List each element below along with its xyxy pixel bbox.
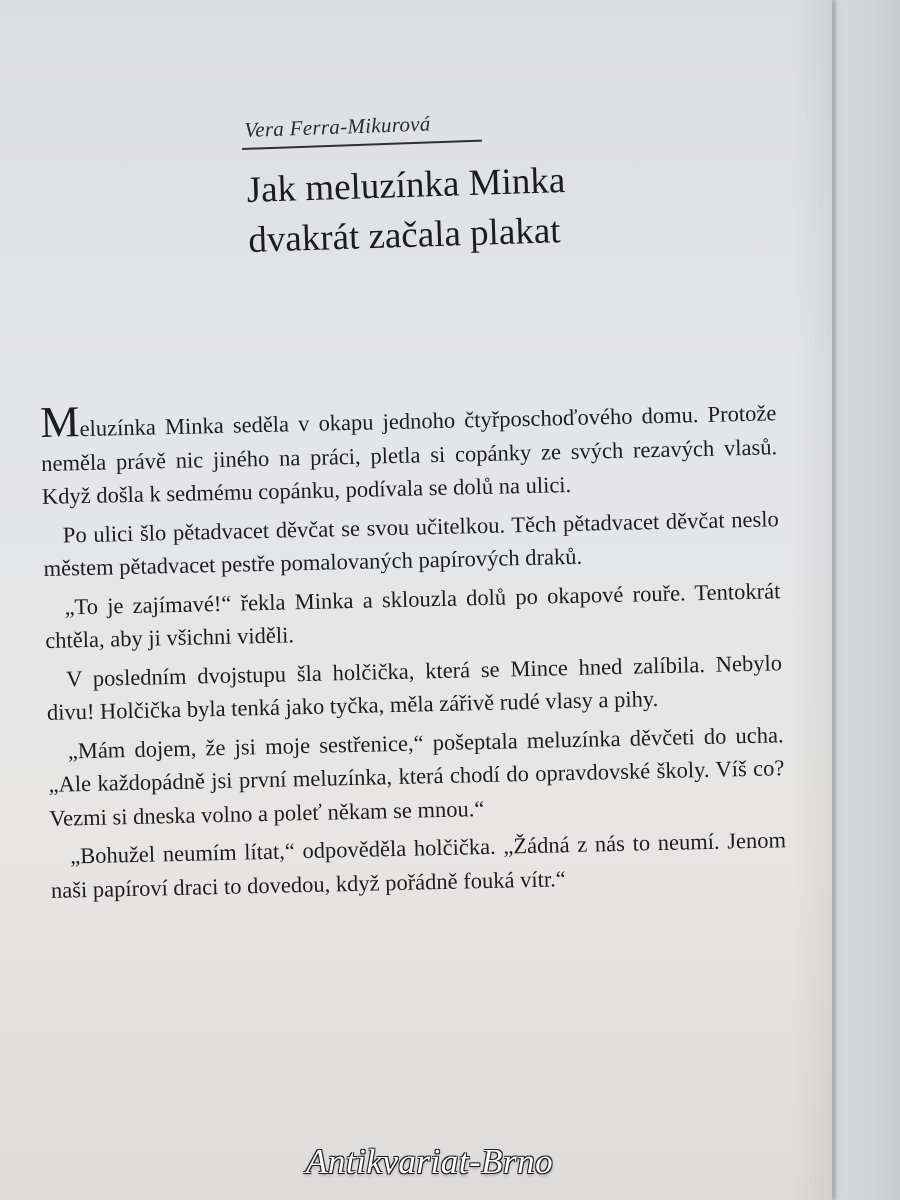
paragraph-5: „Mám dojem, že jsi moje sestřenice,“ pošeptala meluzínka děvčeti do ucha. „Ale každopádně jsi první meluzínka, která chodí do opravdovské školy. Víš co? Vezmi si dneska volno a poleť někam se mnou.“: [48, 721, 785, 831]
title-line-2: dvakrát začala plakat: [247, 210, 562, 261]
paragraph-4: V posledním dvojstupu šla holčička, která se Mince hned zalíbila. Nebylo divu! Holčička byla tenká jako tyčka, měla zářivě rudé vlasy a pihy.: [46, 649, 783, 725]
next-page: [836, 0, 900, 1200]
paragraph-3: „To je zajímavé!“ řekla Minka a sklouzla dolů po okapové rouře. Tentokrát chtěla, aby ji všichni viděli.: [44, 577, 781, 653]
paragraph-6: „Bohužel neumím lítat,“ odpověděla holčička. „Žádná z nás to neumí. Jenom naši papíroví draci to dovedou, když pořádně fouká vítr.“: [50, 827, 787, 903]
drop-cap: M: [39, 397, 80, 447]
paragraph-text: eluzínka Minka seděla v okapu jednoho čtyřposchoďového domu. Protože neměla právě nic jiného na práci, pletla si copánky ze svých rezavých vlasů. Když došla k sedmému copánku, podívala se dolů na ulici.: [40, 400, 778, 509]
title-line-1: Jak meluzínka Minka: [246, 159, 566, 211]
story-title: [246, 148, 809, 266]
story-body: [40, 391, 787, 912]
paragraph-1: [40, 391, 778, 513]
author-name: Vera Ferra-Mikurová: [244, 111, 432, 142]
watermark-logo: Antikvariat-Brno: [306, 1142, 554, 1181]
paragraph-2: Po ulici šlo pětadvacet děvčat se svou učitelkou. Těch pětadvacet děvčat neslo městem pětadvacet pestře pomalovaných papírových draků.: [43, 505, 779, 581]
